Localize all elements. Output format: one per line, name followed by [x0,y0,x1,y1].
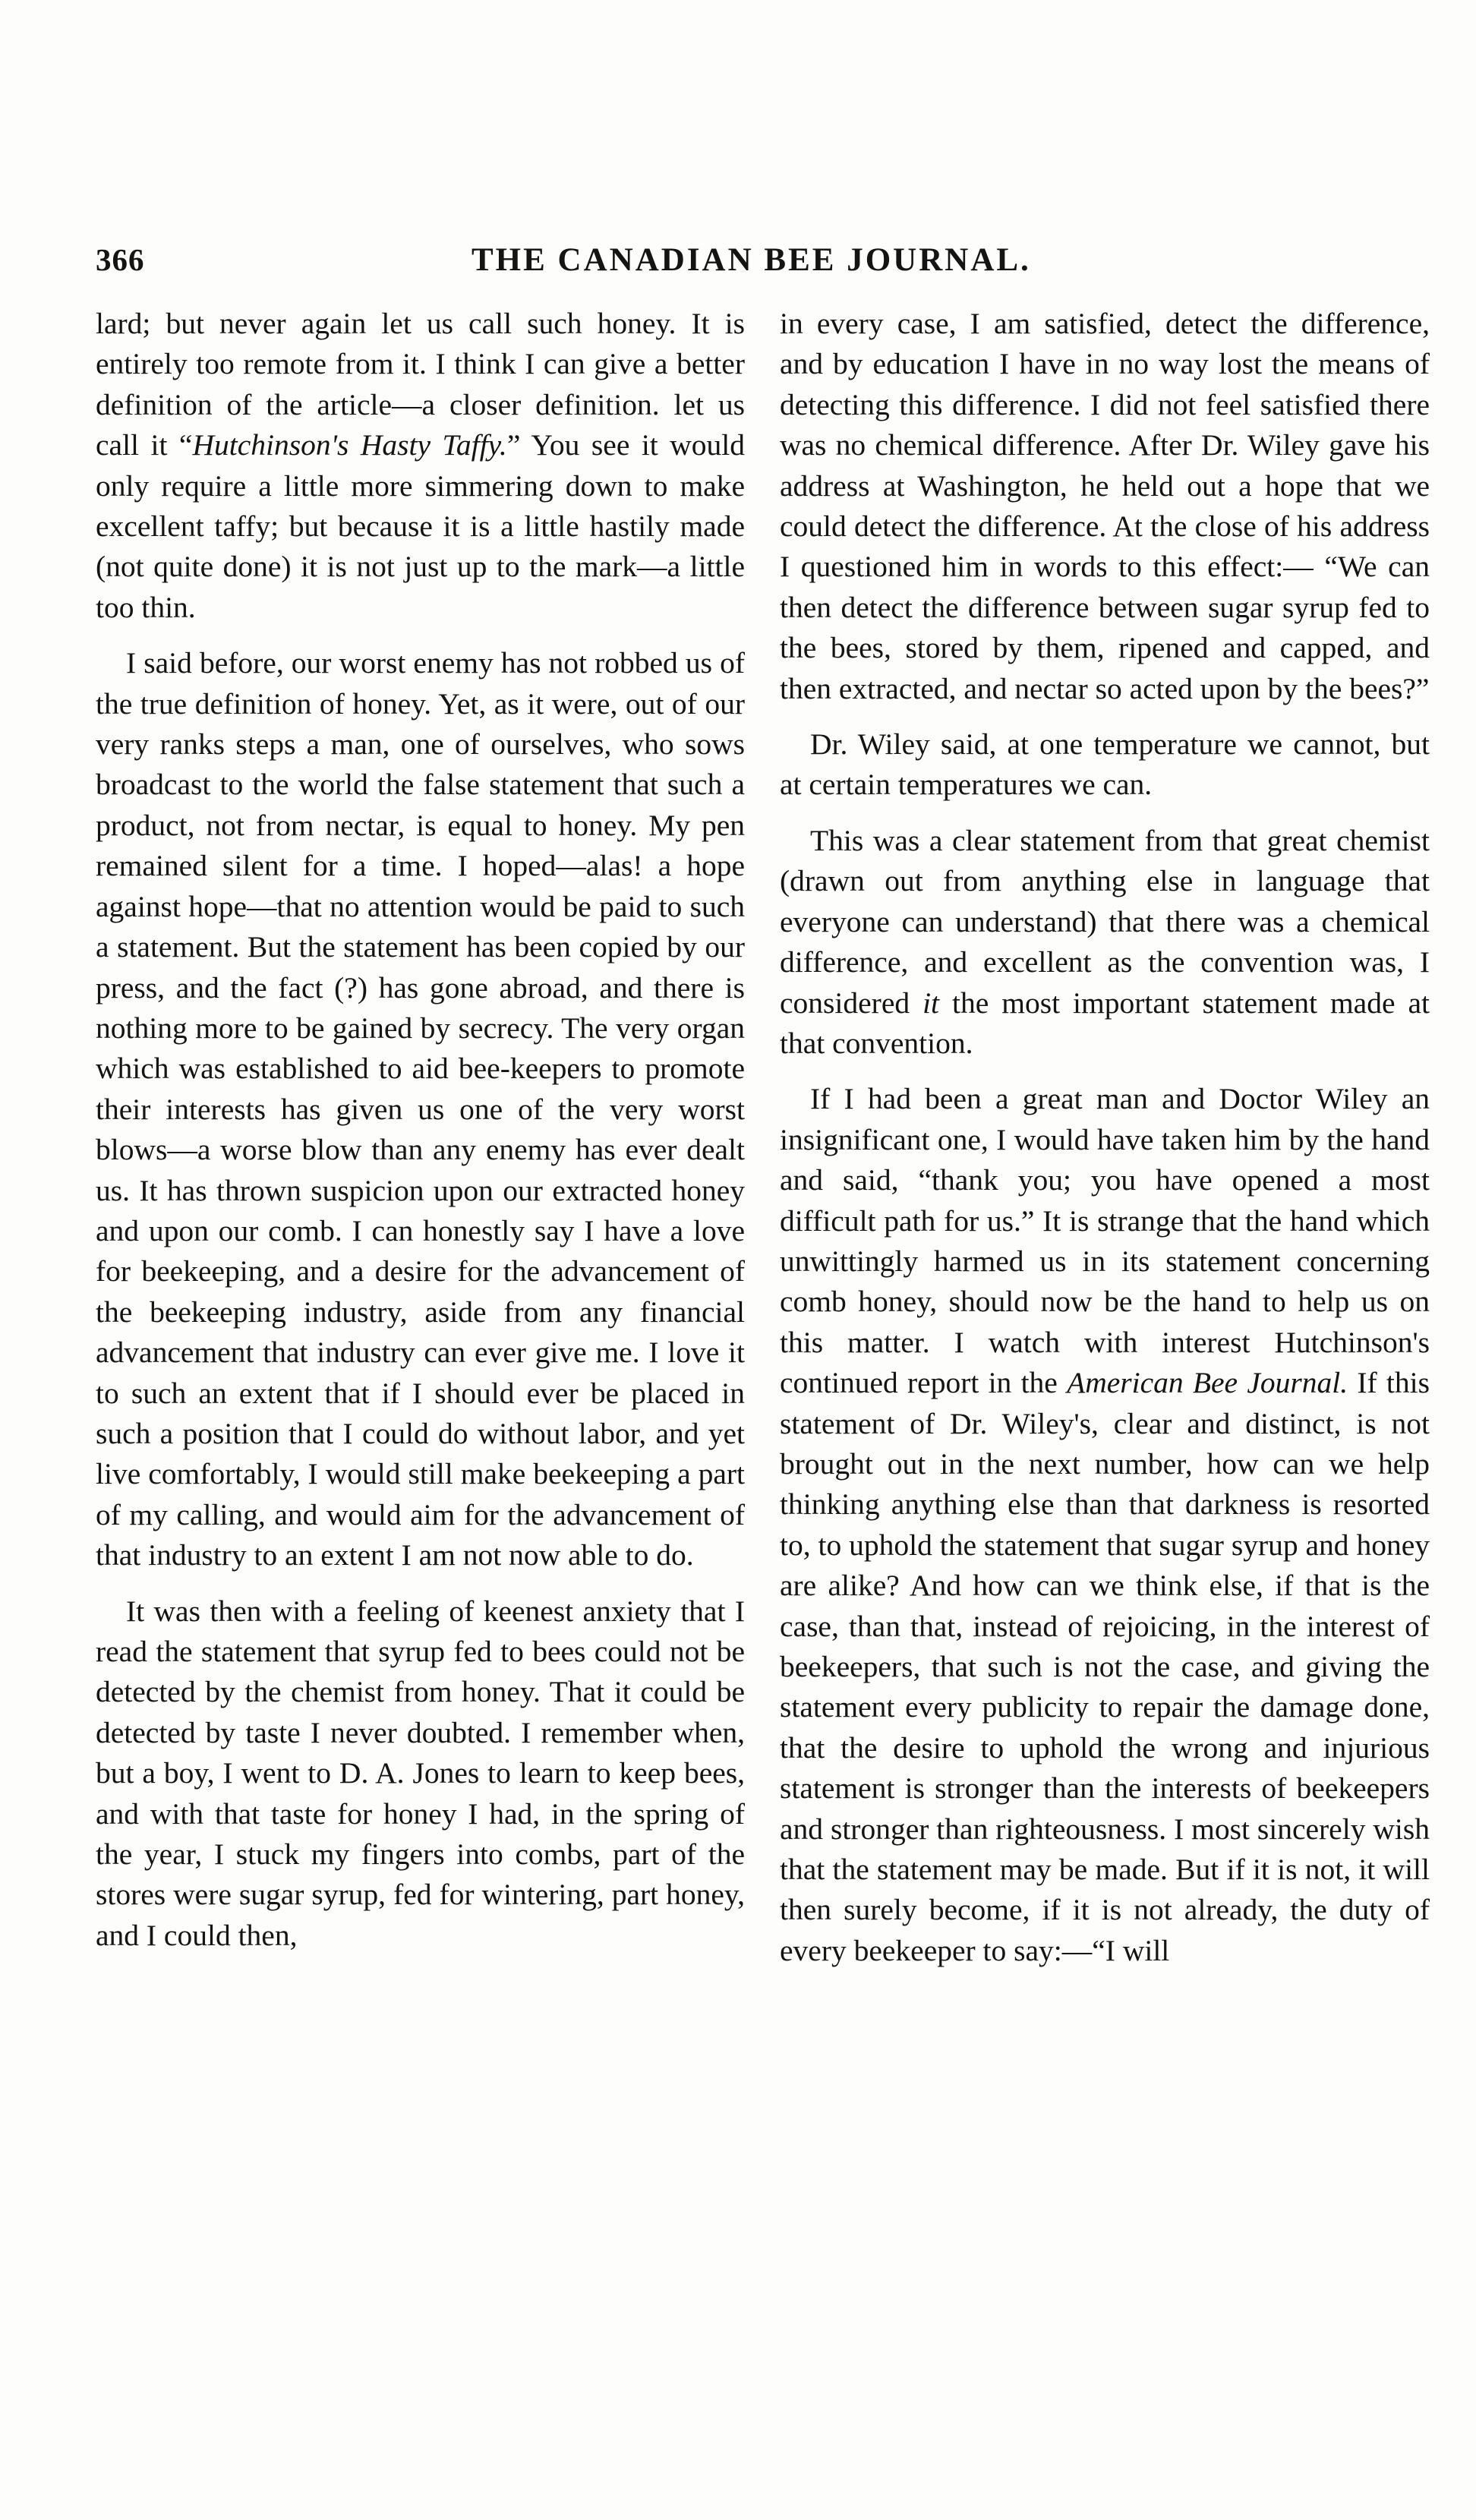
paragraph-text: If this statement of Dr. Wiley's, clear and distinct, is not brought out in the next number, how can we help thinking anything else than that darkness is resorted to, to uphold the statement that sugar syrup and honey are alike? And how can we think else, if that is the case, than that, instead of rejoicing, in the interest of beekeepers, that such is not the case, and giving the statement every publicity to repair the damage done, that the desire to uphold the wrong and injurious statement is stronger than the interests of beekeepers and stronger than righteousness. I most sincerely wish that the statement may be made. But if it is not, it will then surely become, if it is not already, the duty of every beekeeper to say:—“I will [780,1366,1430,1967]
paragraph-text: lard; but never again let us call such honey. It is entirely too remote from it. I think I can give a better definition of the article—a closer definition. let us call it “ [96,307,745,462]
paragraph [780,1079,1430,1971]
paragraph-text: This was a clear statement from that great chemist (drawn out from anything else in language that everyone can understand) that there was a chemical difference, and excellent as the convention was, I considered [780,823,1430,1020]
right-column [780,304,1430,1986]
italic-word: it [922,986,940,1020]
paragraph [780,821,1430,1064]
paragraph-text: If I had been a great man and Doctor Wiley an insignificant one, I would have taken him by the hand and said, “thank you; you have opened a most difficult path for us.” It is strange that the hand which unwittingly harmed us in its statement concerning comb honey, should now be the hand to help us on this matter. I watch with interest Hutchinson's continued report in the [780,1082,1430,1400]
paragraph-text: ” You see it would only require a little more simmering down to make excellent taffy; but because it is a little hastily made (not quite done) it is not just up to the mark—a little too thin. [96,428,746,624]
paragraph-text: the most important statement made at that convention. [780,986,1430,1060]
page-header [96,241,1424,287]
paragraph [96,304,745,628]
italic-title: Hutchinson's Hasty Taffy. [192,428,507,462]
italic-journal-name: American Bee Journal. [1067,1366,1348,1400]
paragraph: I said before, our worst enemy has not robbed us of the true definition of honey. Yet, as it were, out of our very ranks steps a man, one of ourselves, who sows broadcast to the world the false statement that such a product, not from nectar, is equal to honey. My pen remained silent for a time. I hoped—alas! a hope against hope—that no attention would be paid to such a statement. But the statement has been copied by our press, and the fact (?) has gone abroad, and there is nothing more to be gained by secrecy. The very organ which was established to aid bee-keepers to promote their interests has given us one of the very worst blows—a worse blow than any enemy has ever dealt us. It has thrown suspicion upon our extracted honey and upon our comb. I can honestly say I have a love for beekeeping, and a desire for the advancement of the beekeeping industry, aside from any financial advancement that industry can ever give me. I love it to such an extent that if I should ever be placed in such a position that I could do without labor, and yet live comfortably, I would still make beekeeping a part of my calling, and would aim for the advancement of that industry to an extent I am not now able to do. [96,646,745,1572]
paragraph: Dr. Wiley said, at one temperature we cannot, but at certain temperatures we can. [780,727,1430,802]
paragraph: It was then with a feeling of keenest anxiety that I read the statement that syrup fed to bees could not be detected by the chemist from honey. That it could be detected by taste I never doubted. I remember when, but a boy, I went to D. A. Jones to learn to keep bees, and with that taste for honey I had, in the spring of the year, I stuck my fingers into combs, part of the stores were sugar syrup, fed for wintering, part honey, and I could then, [96,1594,745,1952]
journal-title: THE CANADIAN BEE JOURNAL. [472,242,1031,278]
paragraph: in every case, I am satisfied, detect the difference, and by education I have in no way lost the means of detecting this difference. I did not feel satisfied there was no chemical difference. After Dr. Wiley gave his address at Washington, he held out a hope that we could detect the difference. At the close of his address I questioned him in words to this effect:— “We can then detect the difference between sugar syrup fed to the bees, stored by them, ripened and capped, and then extracted, and nectar so acted upon by the bees?” [780,307,1430,705]
page-number: 366 [96,242,145,277]
left-column [96,304,745,1971]
